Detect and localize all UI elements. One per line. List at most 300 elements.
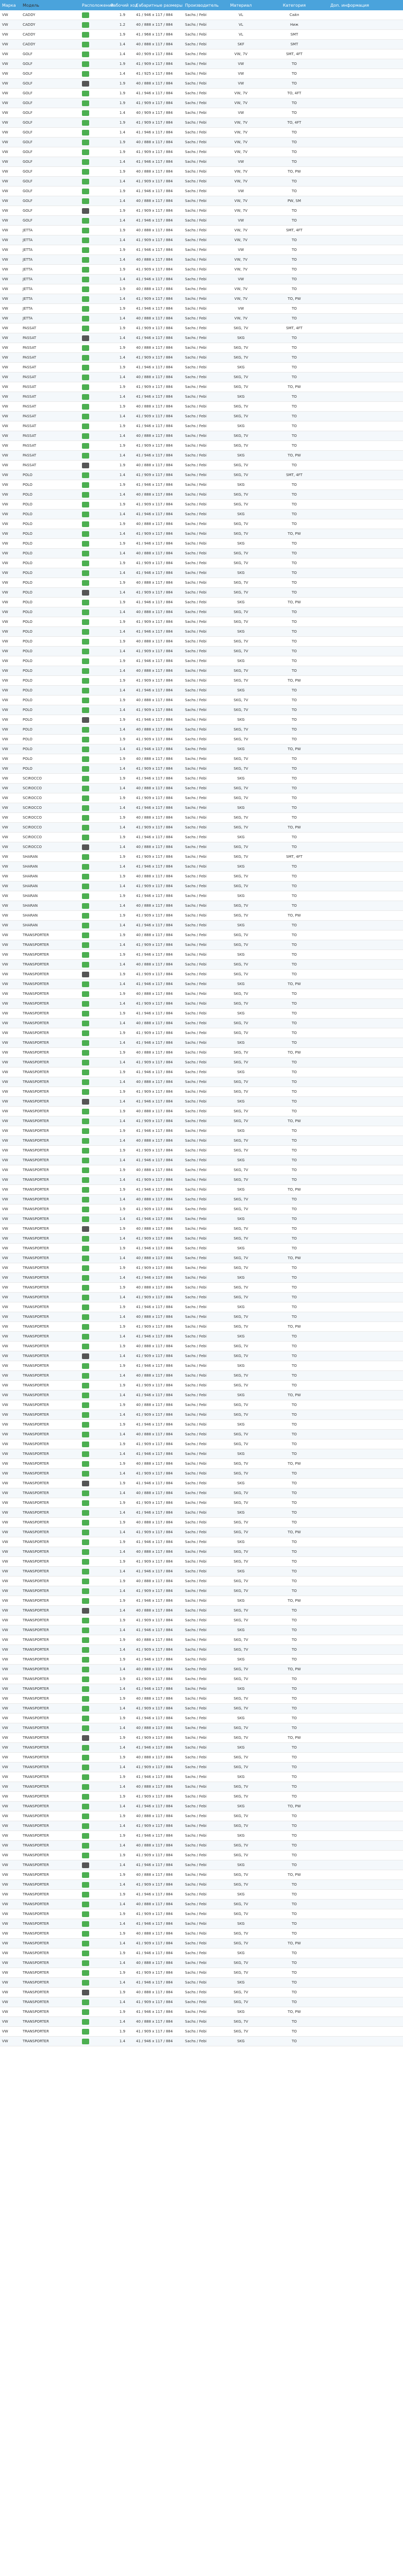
cell-stroke: 1.9 [119,1403,126,1407]
cell-model: TRANSPORTER [23,1980,49,1985]
table-row[interactable] [0,1107,403,1116]
table-row[interactable] [0,1116,403,1126]
table-row[interactable] [0,1958,403,1968]
table-row[interactable] [0,1997,403,2007]
cell-position [80,1060,111,1065]
table-row[interactable] [0,901,403,911]
table-row[interactable] [0,1283,403,1293]
cell-model: TRANSPORTER [23,1060,49,1064]
cell-vendor: Sachs / Febi [185,541,207,546]
table-row[interactable] [0,89,403,98]
cell-model: TRANSPORTER [23,1334,49,1338]
table-row[interactable] [0,1821,403,1831]
table-row[interactable] [0,1067,403,1077]
table-row[interactable] [0,392,403,402]
table-row[interactable] [0,1224,403,1234]
cell-brand: VW [2,1912,8,1916]
cell-position [80,1618,111,1623]
cell-brand: VW [2,277,8,281]
table-row[interactable] [0,1205,403,1214]
table-row[interactable] [0,813,403,823]
cell-category: TO [292,1099,297,1104]
cell-brand: VW [2,483,8,487]
table-row[interactable] [0,2007,403,2017]
table-row[interactable] [0,20,403,30]
position-badge-icon [82,1520,89,1526]
table-row[interactable] [0,1890,403,1900]
cell-position [80,1716,111,1721]
cell-brand: VW [2,1814,8,1818]
table-row[interactable] [0,823,403,833]
table-row[interactable] [0,1528,403,1537]
table-row[interactable] [0,1087,403,1097]
table-row[interactable] [0,372,403,382]
cell-stroke: 1.9 [119,835,126,839]
table-row[interactable] [0,1557,403,1567]
table-row[interactable] [0,40,403,49]
table-row[interactable] [0,412,403,421]
cell-position [80,864,111,870]
cell-brand: VW [2,1178,8,1182]
table-row[interactable] [0,128,403,138]
table-row[interactable] [0,1518,403,1528]
table-row[interactable] [0,666,403,676]
table-row[interactable] [0,940,403,950]
table-row[interactable] [0,402,403,412]
cell-brand: VW [2,1902,8,1906]
cell-brand: VW [2,1266,8,1270]
table-row[interactable] [0,598,403,607]
table-row[interactable] [0,1439,403,1449]
table-row[interactable] [0,1665,403,1674]
position-badge-icon [82,786,89,791]
cell-model: TRANSPORTER [23,1745,49,1750]
cell-stroke: 1.4 [119,649,126,653]
table-row[interactable] [0,1919,403,1929]
cell-position [80,658,111,664]
table-row[interactable] [0,1410,403,1420]
table-row[interactable] [0,1312,403,1322]
table-row[interactable] [0,999,403,1009]
table-row[interactable] [0,1009,403,1019]
table-row[interactable] [0,950,403,960]
table-row[interactable] [0,49,403,59]
cell-model: PASSAT [23,414,37,418]
table-row[interactable] [0,304,403,314]
table-row[interactable] [0,1978,403,1988]
cell-position [80,130,111,135]
cell-stroke: 1.4 [119,72,126,76]
table-row[interactable] [0,1459,403,1469]
table-row[interactable] [0,138,403,147]
table-row[interactable] [0,1136,403,1146]
cell-brand: VW [2,1041,8,1045]
table-row[interactable] [0,1449,403,1459]
table-row[interactable] [0,1126,403,1136]
table-row[interactable] [0,578,403,588]
table-row[interactable] [0,744,403,754]
table-row[interactable] [0,1753,403,1762]
table-row[interactable] [0,470,403,480]
cell-brand: VW [2,1941,8,1945]
table-row[interactable] [0,1645,403,1655]
table-row[interactable] [0,1371,403,1381]
table-row[interactable] [0,1900,403,1909]
cell-stroke: 1.9 [119,1462,126,1466]
table-row[interactable] [0,108,403,118]
table-row[interactable] [0,1214,403,1224]
table-row[interactable] [0,1195,403,1205]
table-row[interactable] [0,294,403,304]
table-row[interactable] [0,1537,403,1547]
cell-stroke: 1.9 [119,1501,126,1505]
table-row[interactable] [0,1508,403,1518]
table-row[interactable] [0,647,403,656]
cell-vendor: Sachs / Febi [185,1961,207,1965]
table-row[interactable] [0,1273,403,1283]
table-row[interactable] [0,1596,403,1606]
cell-material: SKG, 7V [233,1608,248,1613]
cell-stroke: 1.4 [119,1197,126,1201]
table-row[interactable] [0,333,403,343]
table-row[interactable] [0,1782,403,1792]
table-row[interactable] [0,1988,403,1997]
cell-stroke: 1.9 [119,1207,126,1211]
cell-category: TO [292,1697,297,1701]
table-row[interactable] [0,382,403,392]
table-row[interactable] [0,1704,403,1714]
table-row[interactable] [0,1694,403,1704]
table-row[interactable] [0,1929,403,1939]
cell-category: TO [292,1520,297,1524]
table-row[interactable] [0,1156,403,1165]
table-row[interactable] [0,275,403,284]
table-row[interactable] [0,1342,403,1351]
cell-model: JETTA [23,297,33,301]
table-row[interactable] [0,1743,403,1753]
cell-position [80,1226,111,1232]
position-badge-icon [82,805,89,811]
cell-dimensions: 41 / 909 x 117 / 884 [136,267,173,272]
table-row[interactable] [0,441,403,451]
cell-vendor: Sachs / Febi [185,1745,207,1750]
table-row[interactable] [0,196,403,206]
cell-vendor: Sachs / Febi [185,228,207,232]
table-row[interactable] [0,549,403,558]
table-row[interactable] [0,1870,403,1880]
table-row[interactable] [0,1322,403,1332]
cell-model: SCIROCCO [23,806,42,810]
table-row[interactable] [0,1733,403,1743]
cell-material: SKG, 7V [233,590,248,595]
cell-brand: VW [2,1657,8,1662]
table-row[interactable] [0,1175,403,1185]
table-row[interactable] [0,1802,403,1811]
cell-vendor: Sachs / Febi [185,121,207,125]
table-row[interactable] [0,1577,403,1586]
table-row[interactable] [0,1714,403,1723]
table-row[interactable] [0,519,403,529]
table-row[interactable] [0,842,403,852]
table-row[interactable] [0,245,403,255]
table-row[interactable] [0,1302,403,1312]
table-row[interactable] [0,1234,403,1244]
table-row[interactable] [0,764,403,774]
cell-dimensions: 40 / 888 x 117 / 884 [136,1344,173,1348]
cell-model: TRANSPORTER [23,1256,49,1260]
table-row[interactable] [0,2017,403,2027]
cell-category: TO [292,258,297,262]
table-row[interactable] [0,167,403,177]
cell-brand: VW [2,32,8,37]
table-row[interactable] [0,343,403,353]
table-row[interactable] [0,754,403,764]
position-badge-icon [82,404,89,410]
table-row[interactable] [0,930,403,940]
table-row[interactable] [0,1655,403,1665]
table-row[interactable] [0,793,403,803]
table-row[interactable] [0,510,403,519]
table-row[interactable] [0,1097,403,1107]
table-row[interactable] [0,363,403,372]
cell-material: SKG, 7V [233,346,248,350]
table-row[interactable] [0,69,403,79]
cell-brand: VW [2,81,8,86]
table-row[interactable] [0,147,403,157]
table-row[interactable] [0,235,403,245]
table-row[interactable] [0,989,403,999]
table-row[interactable] [0,1968,403,1978]
table-row[interactable] [0,1762,403,1772]
cell-dimensions: 41 / 946 x 117 / 884 [136,1099,173,1104]
table-row[interactable] [0,1077,403,1087]
table-row[interactable] [0,1939,403,1948]
table-row[interactable] [0,1351,403,1361]
table-row[interactable] [0,1488,403,1498]
table-row[interactable] [0,1028,403,1038]
table-row[interactable] [0,79,403,89]
table-row[interactable] [0,187,403,196]
cell-dimensions: 41 / 909 x 117 / 884 [136,355,173,360]
table-row[interactable] [0,696,403,705]
table-row[interactable] [0,59,403,69]
cell-stroke: 1.9 [119,101,126,105]
table-row[interactable] [0,1851,403,1860]
table-row[interactable] [0,725,403,735]
cell-vendor: Sachs / Febi [185,365,207,369]
table-row[interactable] [0,1244,403,1253]
table-row[interactable] [0,324,403,333]
cell-material: VW [238,248,244,252]
table-row[interactable] [0,314,403,324]
table-row[interactable] [0,539,403,549]
cell-vendor: Sachs / Febi [185,1207,207,1211]
table-row[interactable] [0,1381,403,1391]
table-row[interactable] [0,833,403,842]
table-row[interactable] [0,1293,403,1302]
cell-dimensions: 40 / 888 x 117 / 884 [136,904,173,908]
table-row[interactable] [0,421,403,431]
table-row[interactable] [0,1948,403,1958]
table-row[interactable] [0,216,403,226]
table-row[interactable] [0,1430,403,1439]
table-row[interactable] [0,98,403,108]
cell-position [80,942,111,948]
cell-stroke: 1.4 [119,904,126,908]
cell-brand: VW [2,1148,8,1153]
table-row[interactable] [0,1498,403,1508]
table-row[interactable] [0,1469,403,1479]
table-row[interactable] [0,1684,403,1694]
table-row[interactable] [0,1616,403,1625]
table-row[interactable] [0,1723,403,1733]
table-row[interactable] [0,862,403,872]
table-row[interactable] [0,490,403,500]
table-row[interactable] [0,284,403,294]
table-row[interactable] [0,1165,403,1175]
cell-model: TRANSPORTER [23,1569,49,1573]
table-row[interactable] [0,1185,403,1195]
table-row[interactable] [0,157,403,167]
cell-stroke: 1.9 [119,91,126,95]
table-row[interactable] [0,1792,403,1802]
table-row[interactable] [0,568,403,578]
table-row[interactable] [0,431,403,441]
position-badge-icon [82,1030,89,1036]
cell-dimensions: 41 / 946 x 117 / 884 [136,130,173,134]
table-row[interactable] [0,715,403,725]
table-row[interactable] [0,960,403,970]
table-row[interactable] [0,891,403,901]
table-row[interactable] [0,774,403,784]
cell-vendor: Sachs / Febi [185,561,207,565]
table-row[interactable] [0,1332,403,1342]
table-row[interactable] [0,1391,403,1400]
table-row[interactable] [0,656,403,666]
table-row[interactable] [0,1019,403,1028]
table-row[interactable] [0,10,403,20]
table-row[interactable] [0,1625,403,1635]
cell-brand: VW [2,953,8,957]
position-badge-icon [82,1990,89,1995]
table-row[interactable] [0,529,403,539]
table-row[interactable] [0,461,403,470]
table-row[interactable] [0,735,403,744]
table-row[interactable] [0,480,403,490]
table-row[interactable] [0,1567,403,1577]
table-row[interactable] [0,1058,403,1067]
cell-brand: VW [2,502,8,506]
table-row[interactable] [0,558,403,568]
table-row[interactable] [0,1547,403,1557]
table-row[interactable] [0,705,403,715]
position-badge-icon [82,42,89,47]
table-row[interactable] [0,921,403,930]
table-row[interactable] [0,1253,403,1263]
table-row[interactable] [0,255,403,265]
table-row[interactable] [0,2037,403,2046]
table-row[interactable] [0,970,403,979]
cell-brand: VW [2,1442,8,1446]
table-row[interactable] [0,627,403,637]
cell-stroke: 1.4 [119,297,126,301]
cell-dimensions: 41 / 946 x 117 / 884 [136,91,173,95]
table-row[interactable] [0,1048,403,1058]
cell-brand: VW [2,1638,8,1642]
table-row[interactable] [0,1811,403,1821]
table-row[interactable] [0,1831,403,1841]
table-row[interactable] [0,1479,403,1488]
table-row[interactable] [0,1841,403,1851]
table-row[interactable] [0,226,403,235]
position-badge-icon [82,1628,89,1633]
table-row[interactable] [0,1038,403,1048]
table-row[interactable] [0,911,403,921]
table-row[interactable] [0,265,403,275]
table-row[interactable] [0,451,403,461]
table-row[interactable] [0,1674,403,1684]
table-row[interactable] [0,637,403,647]
table-row[interactable] [0,2027,403,2037]
table-row[interactable] [0,607,403,617]
table-row[interactable] [0,1586,403,1596]
cell-dimensions: 41 / 909 x 117 / 884 [136,1002,173,1006]
table-row[interactable] [0,686,403,696]
table-row[interactable] [0,784,403,793]
table-row[interactable] [0,1361,403,1371]
cell-category: TO [292,336,297,340]
cell-model: POLO [23,532,32,536]
table-row[interactable] [0,1909,403,1919]
position-badge-icon [82,189,89,194]
position-badge-icon [82,1167,89,1173]
table-row[interactable] [0,177,403,187]
table-row[interactable] [0,676,403,686]
table-row[interactable] [0,206,403,216]
cell-model: TRANSPORTER [23,1540,49,1544]
cell-category: TO [292,355,297,360]
table-row[interactable] [0,1606,403,1616]
cell-material: SKG, 7V [233,1726,248,1730]
table-row[interactable] [0,617,403,627]
cell-vendor: Sachs / Febi [185,1736,207,1740]
table-row[interactable] [0,882,403,891]
table-row[interactable] [0,118,403,128]
cell-material: SKG [237,1687,245,1691]
table-row[interactable] [0,979,403,989]
table-row[interactable] [0,1420,403,1430]
table-row[interactable] [0,1400,403,1410]
position-badge-icon [82,120,89,126]
table-row[interactable] [0,353,403,363]
table-row[interactable] [0,1880,403,1890]
table-row[interactable] [0,1772,403,1782]
cell-dimensions: 41 / 909 x 117 / 884 [136,737,173,741]
table-row[interactable] [0,1263,403,1273]
table-row[interactable] [0,30,403,40]
table-row[interactable] [0,1146,403,1156]
table-row[interactable] [0,588,403,598]
cell-stroke: 1.4 [119,434,126,438]
table-row[interactable] [0,852,403,862]
table-row[interactable] [0,500,403,510]
table-row[interactable] [0,1860,403,1870]
position-badge-icon [82,1128,89,1134]
table-row[interactable] [0,1635,403,1645]
table-row[interactable] [0,872,403,882]
cell-dimensions: 40 / 888 x 117 / 884 [136,1227,173,1231]
table-row[interactable] [0,803,403,813]
